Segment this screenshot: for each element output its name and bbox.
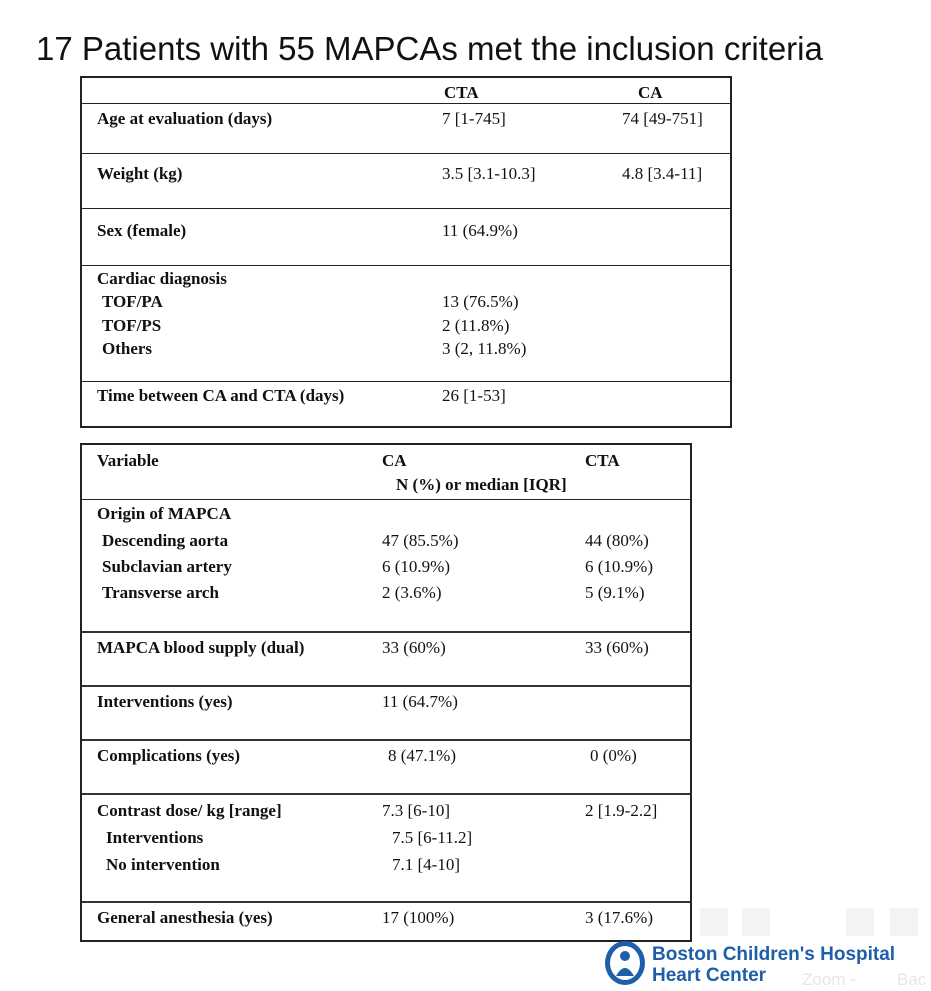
table1-header-cta: CTA [444, 83, 479, 102]
table2-row-label: Contrast dose/ kg [range] [97, 801, 282, 820]
table2-cell-ca: 47 (85.5%) [382, 531, 459, 550]
demographics-table [80, 76, 732, 428]
table2-row-label: No intervention [106, 855, 220, 874]
table1-header-divider [82, 103, 730, 104]
table2-cell-cta: 2 [1.9-2.2] [585, 801, 658, 820]
table2-row-label: Interventions [106, 828, 204, 847]
table1-header-ca: CA [638, 83, 663, 102]
table2-cell-cta: 33 (60%) [585, 638, 649, 657]
table1-row-label: TOF/PA [102, 292, 163, 311]
mapca-comparison-table [80, 443, 692, 942]
table2-cell-ca: 17 (100%) [382, 908, 455, 927]
table2-row-label: Complications (yes) [97, 746, 241, 765]
table1-row-label: Age at evaluation (days) [97, 109, 273, 128]
boston-childrens-logo [604, 938, 927, 990]
zoom-out-control[interactable]: Zoom - [802, 970, 856, 989]
table2-header-ca: CA [382, 451, 407, 470]
table2-cell-cta: 3 (17.6%) [585, 908, 653, 927]
table2-row-label: MAPCA blood supply (dual) [97, 638, 305, 657]
table1-row-divider [82, 208, 730, 209]
table1-row-label: Weight (kg) [97, 164, 183, 183]
watermark-block [890, 908, 918, 936]
table2-cell-ca: 7.3 [6-10] [382, 801, 450, 820]
table1-row-divider [82, 265, 730, 266]
table1-cell-cta: 7 [1-745] [442, 109, 506, 128]
table2-row-divider [82, 685, 690, 687]
table2-row-label: General anesthesia (yes) [97, 908, 273, 927]
table1-section-label: Cardiac diagnosis [97, 269, 227, 288]
table1-cell-cta: 3 (2, 11.8%) [442, 339, 527, 358]
back-control[interactable]: Bac [897, 970, 927, 989]
table1-cell-ca: 74 [49-751] [622, 109, 703, 128]
table2-cell-ca: 7.5 [6-11.2] [392, 828, 473, 847]
table2-subheader: N (%) or median [IQR] [396, 475, 567, 494]
table2-header-cta: CTA [585, 451, 620, 470]
table2-cell-ca: 33 (60%) [382, 638, 446, 657]
table2-header-divider [82, 499, 690, 500]
table2-section-label: Origin of MAPCA [97, 504, 232, 523]
table1-cell-cta: 2 (11.8%) [442, 316, 510, 335]
table1-cell-ca: 4.8 [3.4-11] [622, 164, 703, 183]
table2-row-divider [82, 631, 690, 633]
table1-row-label: Sex (female) [97, 221, 187, 240]
slide-title: 17 Patients with 55 MAPCAs met the inclusion criteria [36, 30, 823, 67]
table2-row-divider [82, 739, 690, 741]
table2-cell-cta: 0 (0%) [590, 746, 637, 765]
table1-cell-cta: 3.5 [3.1-10.3] [442, 164, 536, 183]
table1-cell-cta: 26 [1-53] [442, 386, 506, 405]
table2-cell-ca: 6 (10.9%) [382, 557, 450, 576]
table2-cell-cta: 6 (10.9%) [585, 557, 653, 576]
table2-cell-cta: 44 (80%) [585, 531, 649, 550]
watermark-block [742, 908, 770, 936]
table1-row-label: TOF/PS [102, 316, 162, 335]
table2-cell-ca: 11 (64.7%) [382, 692, 458, 711]
table1-row-divider [82, 381, 730, 382]
table2-cell-ca: 7.1 [4-10] [392, 855, 460, 874]
hospital-emblem-icon [604, 940, 646, 986]
table1-row-label: Time between CA and CTA (days) [97, 386, 345, 405]
watermark-block [846, 908, 874, 936]
table2-row-divider [82, 901, 690, 903]
table1-row-divider [82, 153, 730, 154]
table2-cell-cta: 5 (9.1%) [585, 583, 645, 602]
table2-row-label: Transverse arch [102, 583, 219, 602]
table2-row-label: Interventions (yes) [97, 692, 233, 711]
table2-row-divider [82, 793, 690, 795]
table2-header-variable: Variable [97, 451, 159, 470]
logo-department-name: Heart Center [652, 965, 767, 986]
table2-cell-ca: 8 (47.1%) [388, 746, 456, 765]
table1-cell-cta: 13 (76.5%) [442, 292, 519, 311]
watermark-block [700, 908, 728, 936]
table1-cell-cta: 11 (64.9%) [442, 221, 518, 240]
table2-row-label: Descending aorta [102, 531, 229, 550]
table2-row-label: Subclavian artery [102, 557, 232, 576]
logo-hospital-name: Boston Children's Hospital [652, 944, 896, 965]
table1-row-label: Others [102, 339, 153, 358]
table2-cell-ca: 2 (3.6%) [382, 583, 442, 602]
